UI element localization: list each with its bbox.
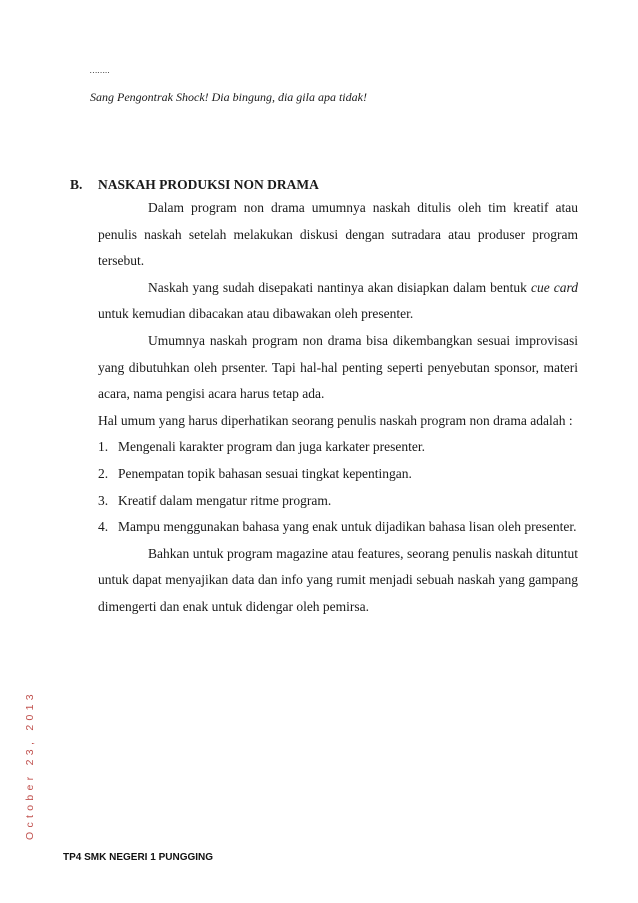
section-heading (70, 177, 319, 193)
paragraph-5: Bahkan untuk program magazine atau features, seorang penulis naskah dituntut untuk dapat menyajikan data dan info yang rumit menjadi sebuah naskah yang gampang dimengerti dan enak untuk didengar oleh pemirsa. (98, 545, 578, 614)
list-item-text: Mampu menggunakan bahasa yang enak untuk dijadikan bahasa lisan oleh presenter. (118, 519, 577, 535)
section-letter: B. (70, 177, 83, 192)
excerpt-ellipsis: …….. (90, 66, 111, 75)
paragraph-4: Hal umum yang harus diperhatikan seorang penulis naskah program non drama adalah : (98, 412, 573, 428)
paragraph-3: Umumnya naskah program non drama bisa dikembangkan sesuai improvisasi yang dibutuhkan oleh prsenter. Tapi hal-hal penting seperti penyebutan sponsor, materi acara, nama pengisi acara harus tetap ada. (98, 332, 578, 402)
list-item-number: 4. (98, 519, 109, 535)
list-item-text: Mengenali karakter program dan juga karkater presenter. (118, 439, 425, 455)
list-item-number: 1. (98, 439, 109, 455)
paragraph-2 (98, 275, 578, 328)
list-item (98, 514, 578, 541)
list-item-number: 3. (98, 492, 109, 508)
body-text (98, 195, 578, 621)
excerpt-quote: Sang Pengontrak Shock! Dia bingung, dia gila apa tidak! (90, 90, 367, 104)
list-item (98, 488, 578, 515)
list-item-text: Kreatif dalam mengatur ritme program. (118, 492, 332, 508)
numbered-list (98, 434, 578, 540)
paragraph-2-italic: cue card (530, 279, 578, 295)
list-item (98, 461, 578, 488)
paragraph-1: Dalam program non drama umumnya naskah ditulis oleh tim kreatif atau penulis naskah setelah melakukan diskusi dengan sutradara atau produser program tersebut. (98, 200, 578, 269)
list-item-number: 2. (98, 465, 109, 481)
page-footer: TP4 SMK NEGERI 1 PUNGGING (63, 852, 214, 863)
list-item-text: Penempatan topik bahasan sesuai tingkat kepentingan. (118, 465, 412, 481)
paragraph-2-start: Naskah yang sudah disepakati nantinya akan disiapkan dalam bentuk (148, 279, 531, 295)
section-title: NASKAH PRODUKSI NON DRAMA (98, 177, 319, 192)
list-item (98, 434, 578, 461)
side-date: October 23, 2013 (24, 690, 36, 840)
paragraph-2-end: untuk kemudian dibacakan atau dibawakan oleh presenter. (98, 306, 414, 322)
